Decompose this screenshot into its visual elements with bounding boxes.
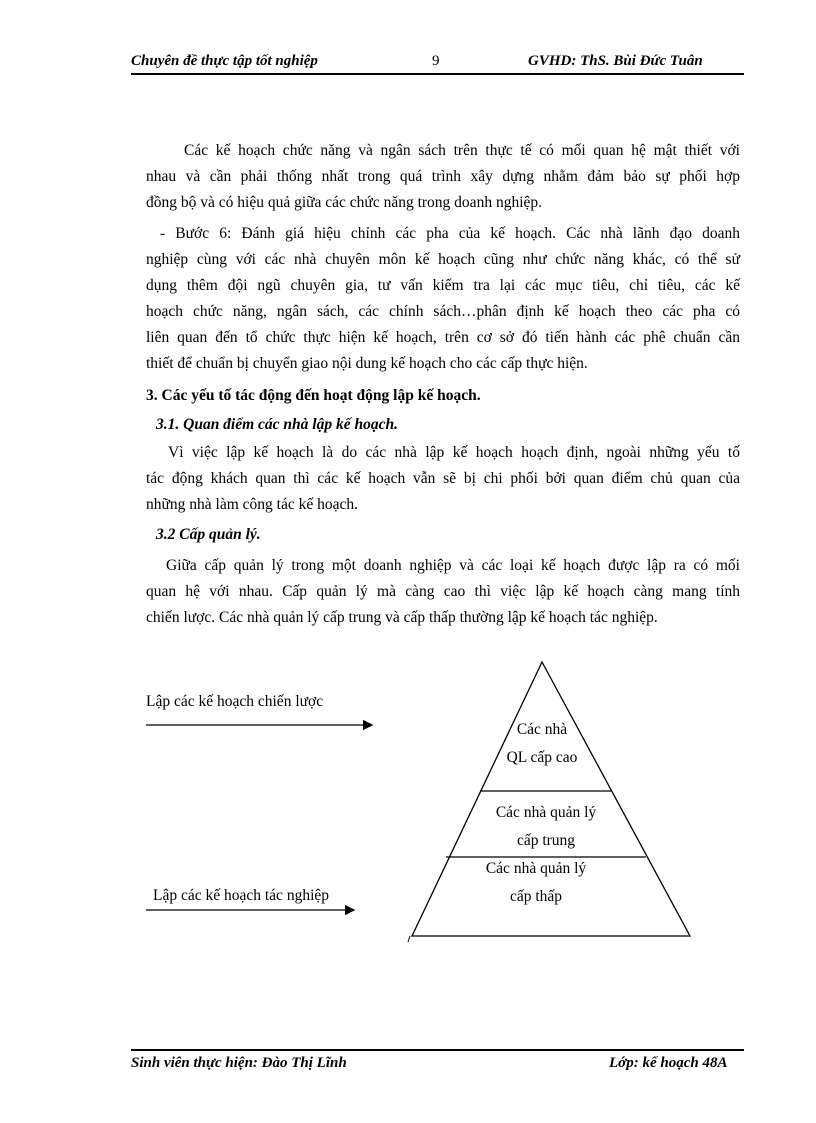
text-line: dụng thêm đội ngũ chuyên gia, tư vấn kiểm tra lại các mục tiêu, chỉ tiêu, các kế [146, 277, 740, 294]
level-top-line2: QL cấp cao [506, 749, 578, 766]
text-line: thiết để chuẩn bị chuyển giao nội dung kế hoạch cho các cấp thực hiện. [146, 355, 588, 372]
text-line: liên quan đến tổ chức thực hiện kế hoạch, trên cơ sở đó tiến hành các phê chuẩn cần [146, 329, 740, 346]
level-top-line1: Các nhà [516, 721, 568, 738]
text-line: hoạch chức năng, ngân sách, các chính sách…phân định kế hoạch theo các pha có [146, 303, 740, 320]
pyramid-level-middle [476, 799, 616, 855]
text-line: đồng bộ và có hiệu quả giữa các chức năng trong doanh nghiệp. [146, 194, 542, 211]
level-bottom-line1: Các nhà quản lý [485, 860, 587, 877]
text-line: quan hệ với nhau. Cấp quản lý mà càng cao thì việc lập kế hoạch càng mang tính [146, 583, 740, 600]
level-middle-line2: cấp trung [516, 832, 576, 849]
text-line: nghiệp cùng với các nhà chuyên môn kế hoạch cũng như chức năng khác, có thể sử [146, 251, 740, 268]
pyramid-base-tick [408, 936, 410, 942]
header-right: GVHD: ThS. Bùi Đức Tuân [528, 53, 703, 69]
section-3-2-heading: 3.2 Cấp quản lý. [156, 526, 261, 543]
text-line: những nhà làm công tác kế hoạch. [146, 496, 358, 513]
level-bottom-line2: cấp thấp [509, 888, 563, 905]
header-page-number: 9 [432, 53, 440, 69]
footer-rule [131, 1049, 744, 1051]
text-line: Các kế hoạch chức năng và ngân sách trên thực tế có mối quan hệ mật thiết với [184, 142, 740, 159]
footer-right: Lớp: kế hoạch 48A [609, 1055, 728, 1071]
header-left: Chuyên đề thực tập tốt nghiệp [131, 53, 318, 69]
strategic-plan-label: Lập các kế hoạch chiến lược [146, 693, 324, 710]
section-3-1-heading: 3.1. Quan điểm các nhà lập kế hoạch. [156, 416, 398, 433]
pyramid-level-bottom [466, 855, 606, 911]
footer-left: Sinh viên thực hiện: Đào Thị Lĩnh [131, 1055, 347, 1071]
section-3-heading: 3. Các yếu tố tác động đến hoạt động lập kế hoạch. [146, 387, 481, 404]
text-line: tác động khách quan thì các kế hoạch vẫn sẽ bị chi phối bởi quan điểm chủ quan của [146, 470, 740, 487]
level-middle-line1: Các nhà quản lý [495, 804, 597, 821]
text-line: chiến lược. Các nhà quản lý cấp trung và cấp thấp thường lập kế hoạch tác nghiệp. [146, 609, 658, 626]
text-line: nhau và cần phải thống nhất trong quá trình xây dựng nhằm đảm bảo sự phối hợp [146, 168, 740, 185]
text-line: Vì việc lập kế hoạch là do các nhà lập kế hoạch hoạch định, ngoài những yếu tố [168, 444, 740, 461]
pyramid-level-top [482, 716, 602, 772]
text-line: - Bước 6: Đánh giá hiệu chỉnh các pha của kế hoạch. Các nhà lãnh đạo doanh [160, 225, 740, 242]
text-line: Giữa cấp quản lý trong một doanh nghiệp và các loại kế hoạch được lập ra có mối [166, 557, 740, 574]
operational-plan-label: Lập các kế hoạch tác nghiệp [153, 887, 330, 904]
